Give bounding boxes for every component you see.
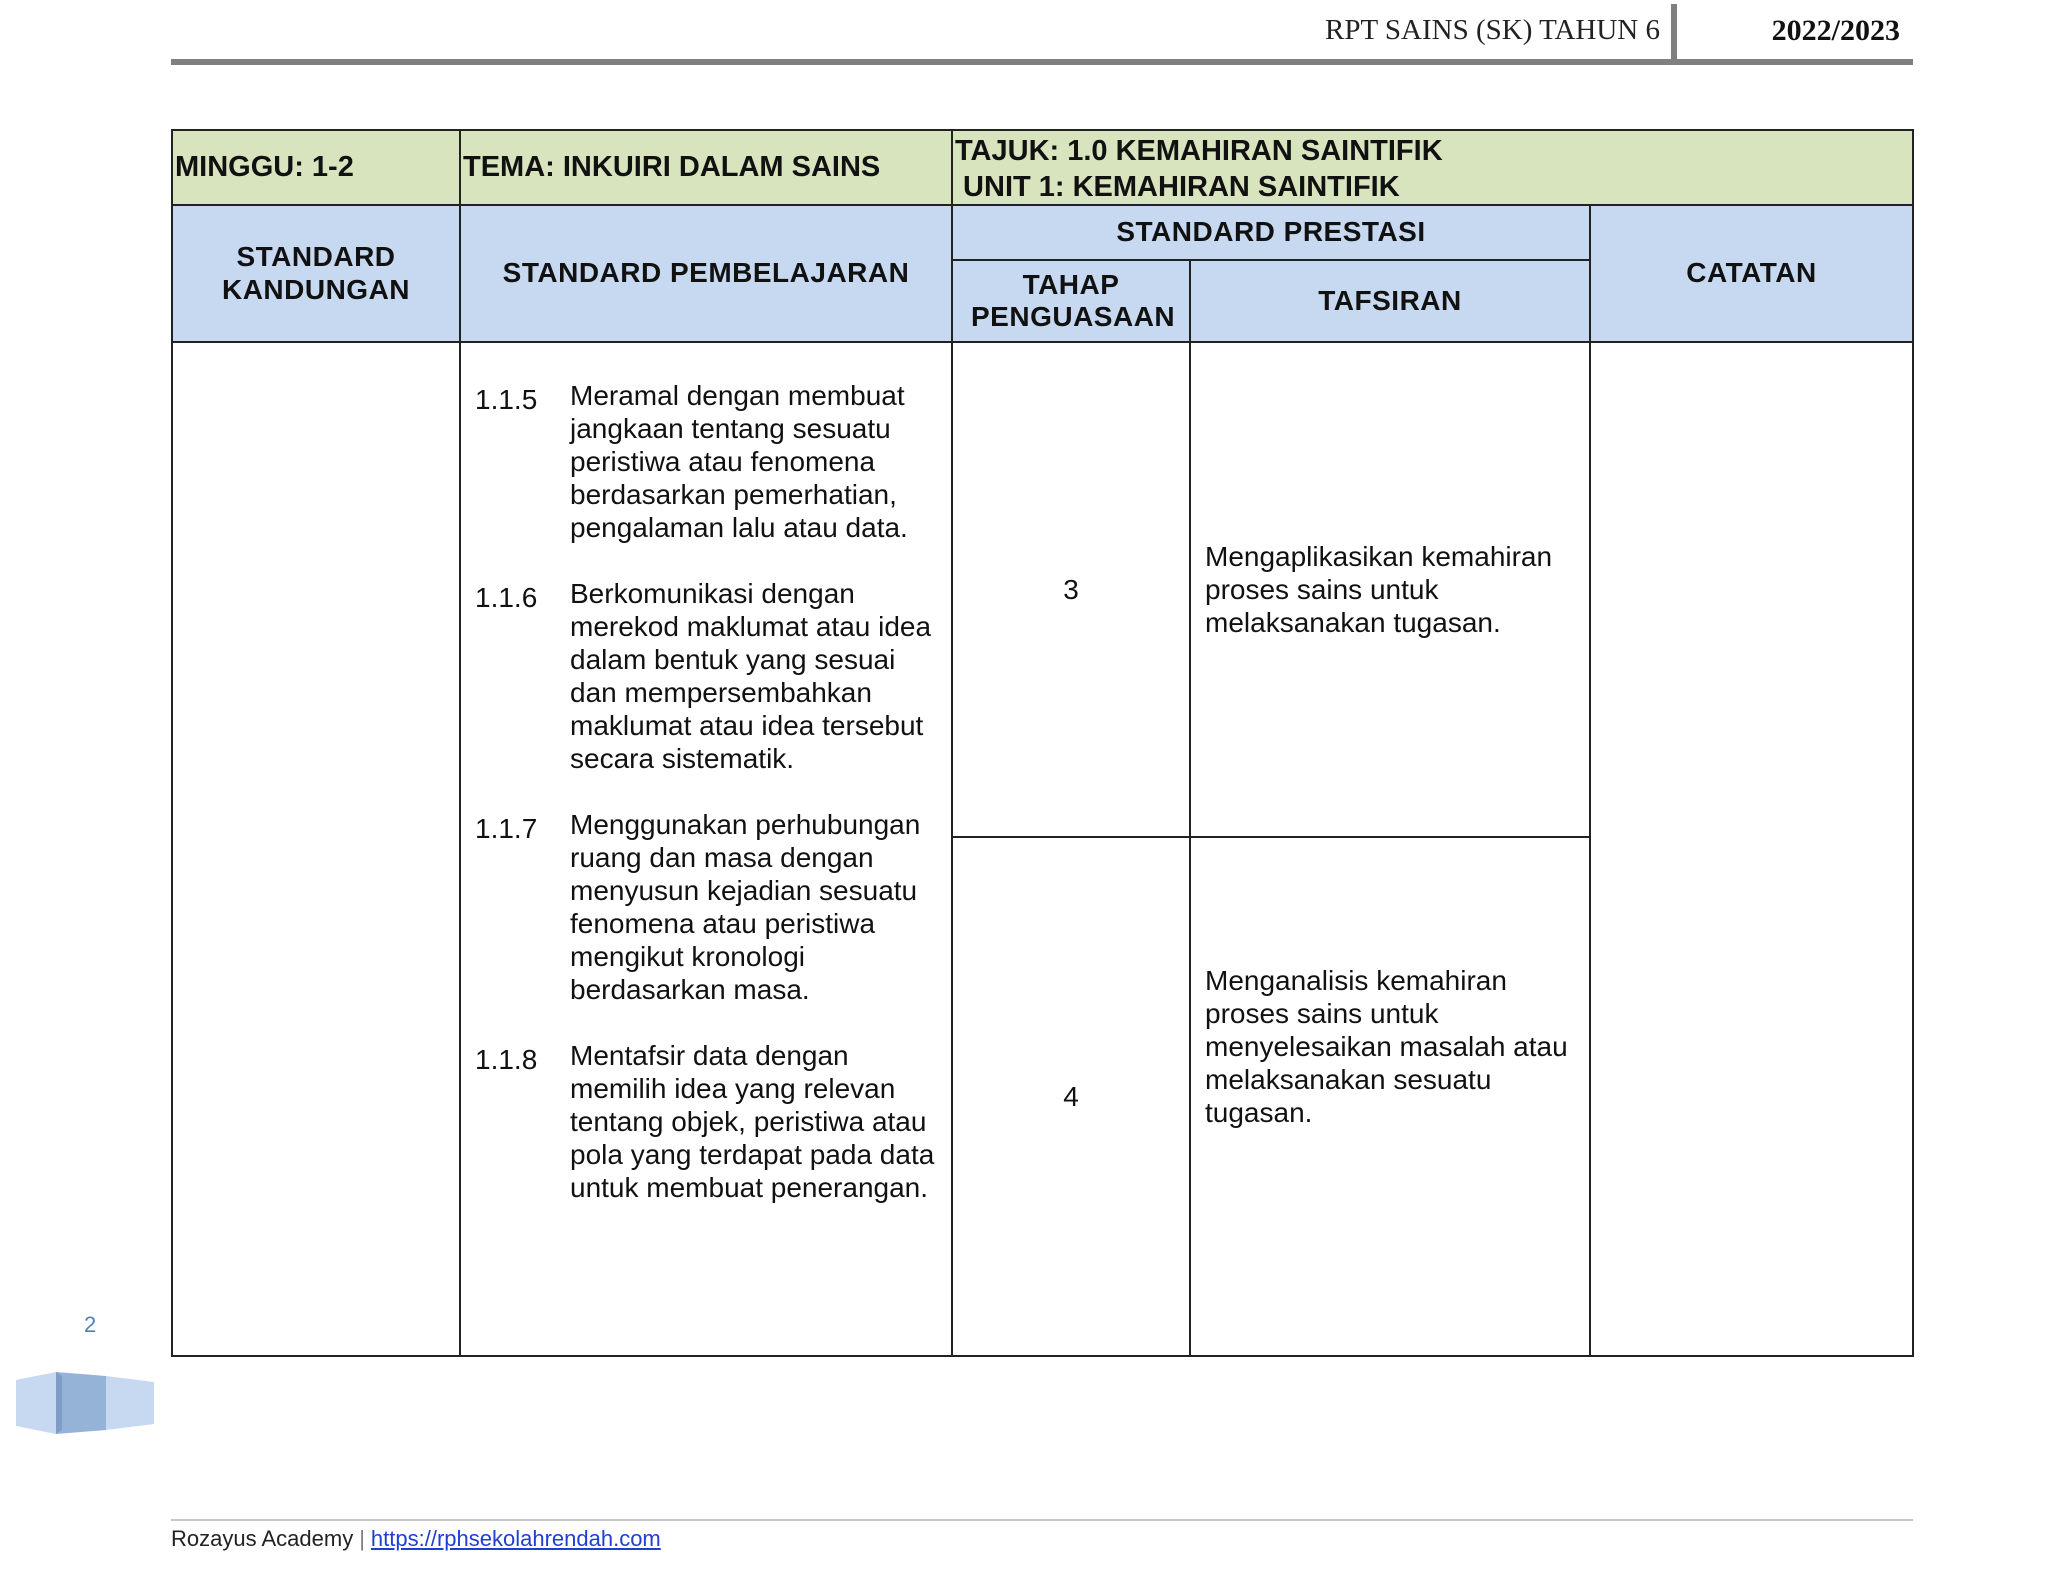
tafsiran-text: Mengaplikasikan kemahiran proses sains untuk melaksanakan tugasan.	[1205, 541, 1553, 638]
learning-standard-text: Berkomunikasi dengan merekod maklumat atau idea dalam bentuk yang sesuai dan mempersembahkan maklumat atau idea tersebut secara sistematik.	[570, 578, 932, 774]
footer-separator: |	[359, 1526, 365, 1551]
standard-kandungan-cell	[171, 341, 461, 1357]
header-rule	[171, 59, 1913, 65]
standard-pembelajaran-cell	[459, 341, 953, 1357]
book-logo-icon	[16, 1370, 154, 1436]
learning-standard-number: 1.1.6	[475, 582, 538, 613]
page-number: 2	[84, 1312, 97, 1337]
tema-cell	[459, 129, 953, 206]
tafsiran-cell-4	[1189, 836, 1591, 1357]
footer-link[interactable]: https://rphsekolahrendah.com	[370, 1526, 661, 1551]
unit-label: UNIT 1: KEMAHIRAN SAINTIFIK	[955, 171, 1400, 203]
header-standard-pembelajaran: STANDARD PEMBELAJARAN	[459, 204, 953, 343]
header-standard-prestasi: STANDARD PRESTASI	[951, 204, 1591, 261]
header-separator	[1671, 4, 1677, 62]
academic-year: 2022/2023	[1771, 14, 1900, 47]
tafsiran-text: Menganalisis kemahiran proses sains untuk menyelesaikan masalah atau melaksanakan sesuatu tugasan.	[1205, 965, 1568, 1128]
minggu-label: MINGGU: 1-2	[175, 151, 354, 183]
lesson-plan-table	[171, 129, 1914, 1357]
footer-author: Rozayus Academy	[171, 1526, 354, 1551]
header-tafsiran: TAFSIRAN	[1189, 259, 1591, 343]
learning-standard-text: Mentafsir data dengan memilih idea yang relevan tentang objek, peristiwa atau pola yang terdapat pada data untuk membuat penerangan.	[570, 1040, 935, 1203]
header-catatan: CATATAN	[1589, 204, 1914, 343]
header-tahap-penguasaan: TAHAP PENGUASAAN	[951, 259, 1191, 343]
header-standard-kandungan: STANDARD KANDUNGAN	[171, 204, 461, 343]
catatan-cell	[1589, 341, 1914, 1357]
tajuk-label: TAJUK: 1.0 KEMAHIRAN SAINTIFIK	[955, 135, 1443, 167]
document-title: RPT SAINS (SK) TAHUN 6	[1325, 14, 1660, 46]
learning-standard-item	[475, 577, 941, 775]
tahap-cell-4	[951, 836, 1191, 1357]
tahap-value: 4	[1063, 1080, 1079, 1112]
footer-rule	[171, 1519, 1913, 1521]
tahap-value: 3	[1063, 573, 1079, 605]
tafsiran-cell-3	[1189, 341, 1591, 838]
learning-standard-number: 1.1.7	[475, 813, 538, 844]
learning-standard-number: 1.1.5	[475, 384, 538, 415]
learning-standard-item	[475, 1039, 941, 1204]
learning-standard-text: Meramal dengan membuat jangkaan tentang sesuatu peristiwa atau fenomena berdasarkan pemerhatian, pengalaman lalu atau data.	[570, 380, 908, 543]
minggu-cell	[171, 129, 461, 206]
learning-standard-number: 1.1.8	[475, 1044, 538, 1075]
learning-standard-item	[475, 379, 941, 544]
tahap-cell-3	[951, 341, 1191, 838]
tajuk-cell	[951, 129, 1914, 206]
footer	[171, 1526, 661, 1552]
tema-label: TEMA: INKUIRI DALAM SAINS	[463, 151, 881, 183]
learning-standard-item	[475, 808, 941, 1006]
learning-standard-text: Menggunakan perhubungan ruang dan masa dengan menyusun kejadian sesuatu fenomena atau peristiwa mengikut kronologi berdasarkan masa.	[570, 809, 921, 1005]
